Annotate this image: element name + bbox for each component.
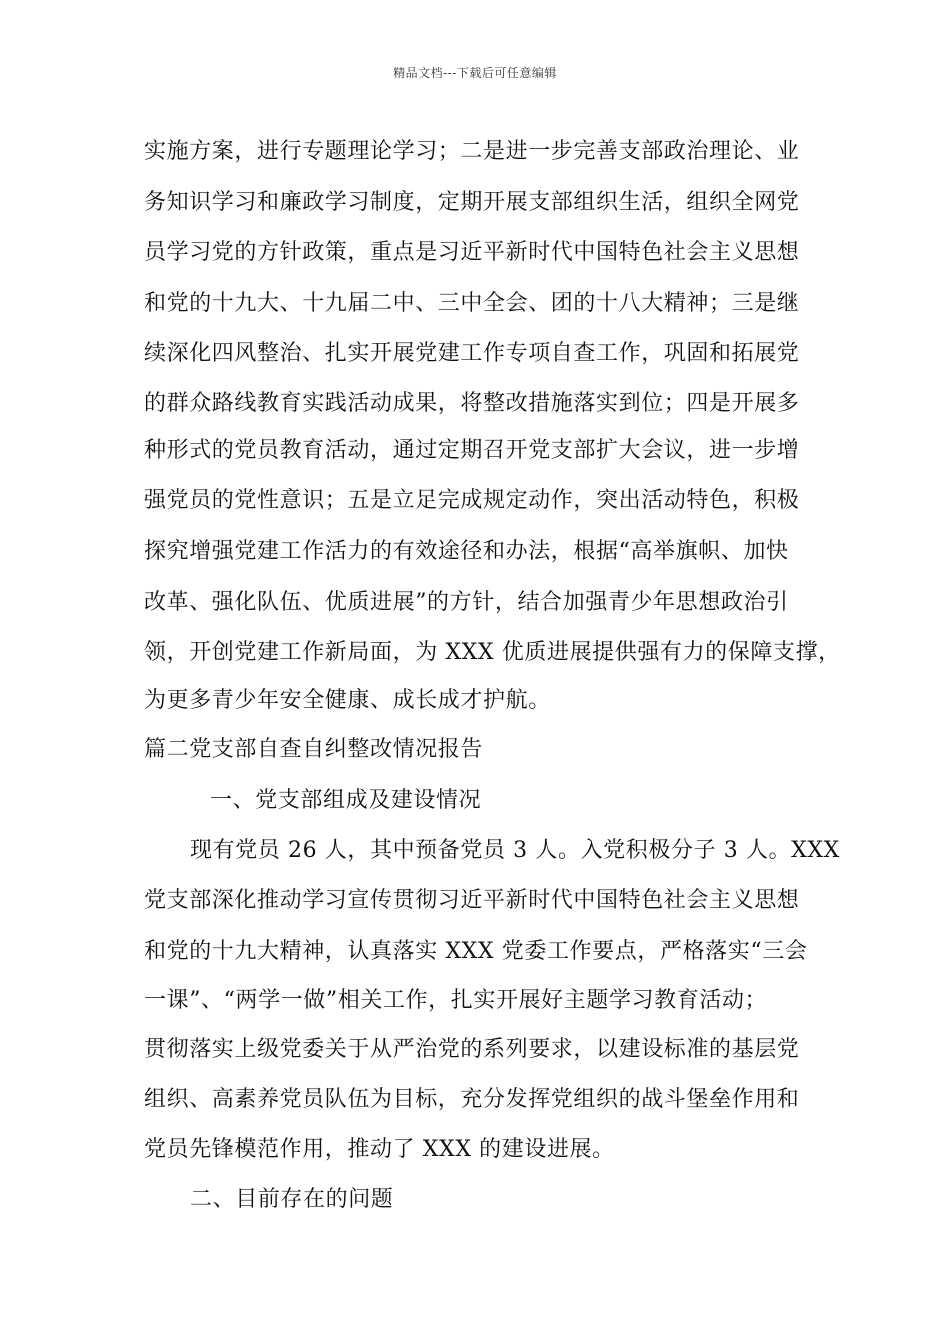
paragraph-line: 领，开创党建工作新局面，为 XXX 优质进展提供强有力的保障支撑， [144, 640, 841, 665]
paragraph-line: 续深化四风整治、扎实开展党建工作专项自查工作，巩固和拓展党 [144, 341, 800, 366]
paragraph-line: 组织、高素养党员队伍为目标，充分发挥党组织的战斗堡垒作用和 [144, 1087, 800, 1112]
paragraph-line: 一课”、“两学一做”相关工作，扎实开展好主题学习教育活动； [144, 988, 768, 1013]
paragraph-line: 的群众路线教育实践活动成果，将整改措施落实到位；四是开展多 [144, 391, 800, 416]
paragraph-line: 探究增强党建工作活力的有效途径和办法，根据“高举旗帜、加快 [144, 539, 789, 564]
page-header: 精品文档---下载后可任意编辑 [393, 66, 557, 80]
paragraph-line: 党支部深化推动学习宣传贯彻习近平新时代中国特色社会主义思想 [144, 888, 800, 913]
paragraph-line: 贯彻落实上级党委关于从严治党的系列要求，以建设标准的基层党 [144, 1037, 800, 1062]
paragraph-line: 务知识学习和廉政学习制度，定期开展支部组织生活，组织全网党 [144, 190, 800, 215]
section-heading: 一、党支部组成及建设情况 [210, 788, 482, 813]
paragraph-line: 和党的十九大精神，认真落实 XXX 党委工作要点，严格落实“三会 [144, 939, 808, 964]
paragraph-line: 实施方案，进行专题理论学习；二是进一步完善支部政治理论、业 [144, 139, 800, 164]
paragraph-line: 现有党员 26 人，其中预备党员 3 人。入党积极分子 3 人。XXX [190, 838, 840, 863]
paragraph-line: 员学习党的方针政策，重点是习近平新时代中国特色社会主义思想 [144, 240, 800, 265]
paragraph-line: 改革、强化队伍、优质进展”的方针，结合加强青少年思想政治引 [144, 590, 789, 615]
section-title: 篇二党支部自查自纠整改情况报告 [144, 737, 484, 762]
paragraph-line: 强党员的党性意识；五是立足完成规定动作，突出活动特色，积极 [144, 488, 800, 513]
section-heading: 二、目前存在的问题 [190, 1187, 394, 1212]
paragraph-line: 党员先锋模范作用，推动了 XXX 的建设进展。 [144, 1137, 615, 1162]
paragraph-line: 种形式的党员教育活动，通过定期召开党支部扩大会议，进一步增 [144, 438, 800, 463]
paragraph-line: 为更多青少年安全健康、成长成才护航。 [144, 688, 551, 713]
paragraph-line: 和党的十九大、十九届二中、三中全会、团的十八大精神；三是继 [144, 291, 800, 316]
